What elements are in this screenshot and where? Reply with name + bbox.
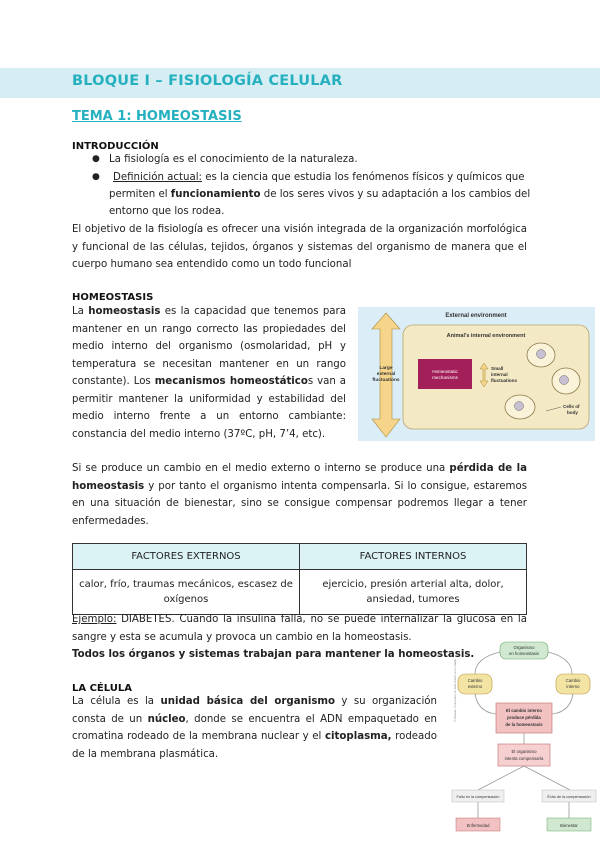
fig2-side-note: © Elsevier. Fotocopiar sin autorización es un delito.: [453, 658, 457, 722]
fig1-small-2: internal: [491, 372, 508, 377]
flow-arrow: [552, 694, 573, 714]
text-span: y su organización consta de un: [72, 696, 437, 725]
topic-title: TEMA 1: HOMEOSTASIS: [72, 109, 242, 124]
intro-bullet-2-line-1: [113, 169, 527, 187]
flow-arrow: [478, 766, 524, 790]
bold-unidad: unidad básica del organismo: [160, 696, 336, 707]
bullet-dot: ●: [92, 172, 100, 182]
intro-bullet-2-line-3: entorno que los rodea.: [109, 206, 225, 217]
fig1-large-3: fluctuations: [372, 378, 400, 383]
header-external-factors: FACTORES EXTERNOS: [73, 544, 300, 570]
block-title: BLOQUE I – FISIOLOGÍA CELULAR: [72, 73, 343, 89]
text-span: , donde se encuentra el ADN empaquetado en cromatina rodeado de la membrana nuclear y el: [72, 713, 437, 742]
flow-arrow: [548, 652, 572, 674]
homeostasis-diagram: [358, 307, 595, 441]
external-factors-cell: calor, frío, traumas mecánicos, escasez de oxígenos: [73, 570, 300, 615]
fig2-mid-3: de la homeostasis: [505, 722, 543, 727]
flow-node-compensate: [498, 744, 550, 766]
text-span: permiten el: [109, 189, 171, 200]
table-row: [73, 570, 527, 615]
fig2-right-1: Cambio: [565, 678, 581, 683]
fig2-disease: Enfermedad: [466, 823, 490, 828]
fig2-top-2: en homeostasis: [508, 651, 540, 656]
text-span: de los seres vivos y su adaptación a los cambios del: [260, 189, 531, 200]
nucleus-shape: [515, 402, 524, 411]
intro-bullet-1: La fisiología es el conocimiento de la naturaleza.: [109, 154, 358, 165]
nucleus-shape: [560, 376, 569, 385]
fig2-comp-2: intenta compensarla: [504, 756, 544, 761]
fig2-left-1: Cambio: [467, 678, 483, 683]
table-header-row: [73, 544, 527, 570]
intro-paragraph: El objetivo de la fisiología es ofrecer una visión integrada de la organización morfológica y funcional de las células, tejidos, órganos y sistemas del organismo de manera que el cuerpo humano sea entendido como un todo funcional: [72, 224, 527, 270]
bold-perdida: pérdida de la homeostasis: [72, 463, 527, 492]
fig1-mech-1: Homeostatic: [432, 369, 458, 374]
text-span: La: [72, 306, 89, 317]
fig1-cells-1: Cells of: [563, 404, 580, 409]
definition-text: es la ciencia que estudia los fenómenos físicos y químicos que: [201, 172, 525, 183]
intro-bullet-2-line-2: [109, 186, 530, 204]
flow-arrow: [524, 766, 570, 790]
fig1-external-label: External environment: [445, 313, 507, 319]
internal-factors-cell: ejercicio, presión arterial alta, dolor, ansiedad, tumores: [300, 570, 527, 615]
homeostatic-mechanisms-box: [418, 359, 472, 389]
fig1-cells-2: body: [567, 410, 578, 415]
flow-arrow: [475, 652, 500, 674]
fig2-left-2: externo: [467, 684, 483, 689]
text-span: rodeado de la membrana plasmática.: [72, 731, 437, 760]
fig2-top-1: Organismo: [513, 645, 535, 650]
fig2-comp-1: El organismo: [511, 749, 537, 754]
text-span: y por tanto el organismo intenta compensarla. Si lo consigue, estaremos en una situación de bienestar, sino se consigue compensar podremos llegar a tener enfermedades.: [72, 480, 527, 527]
homeostasis-loss-paragraph: [72, 460, 527, 530]
bold-mecanismos: mecanismos homeostático: [154, 376, 308, 387]
fig1-mech-2: mechanisms: [432, 375, 458, 380]
fig1-large-2: external: [376, 372, 396, 377]
example-label: Ejemplo:: [72, 614, 117, 625]
text-span: es la capacidad que tenemos para mantener en un rango correcto las propiedades del medio interno del organismo (osmolaridad, pH y temperatura se necesitan mantener en un rango constante). Los: [72, 306, 346, 387]
fig1-small-1: Small: [491, 366, 504, 371]
fig2-mid-1: El cambio interno: [505, 708, 543, 713]
bold-homeostasis: homeostasis: [88, 306, 161, 317]
homeostasis-heading: HOMEOSTASIS: [72, 292, 154, 303]
fig2-right-2: interno: [566, 684, 580, 689]
fig1-small-3: fluctuations: [491, 378, 518, 383]
text-span: La célula es la: [72, 696, 161, 707]
fig2-health: Bienestar: [560, 823, 578, 828]
fig2-ok: Éxito de la compensación: [547, 795, 591, 799]
cell-heading: LA CÉLULA: [72, 683, 133, 694]
fig2-fail: Fallo en la compensación: [456, 795, 500, 799]
fig2-mid-2: produce pérdida: [507, 715, 541, 720]
fig1-large-1: Large: [379, 366, 393, 371]
bold-funcionamiento: funcionamiento: [170, 189, 261, 200]
text-span: s van a permitir mantener la uniformidad y estabilidad del medio interno frente a un entorno cambiante: constancia del medio interno (37ºC, pH, 7’4, etc).: [72, 376, 346, 440]
bullet-dot: ●: [92, 154, 100, 164]
header-internal-factors: FACTORES INTERNOS: [300, 544, 527, 570]
homeostasis-figure: [358, 307, 595, 441]
nucleus-shape: [537, 350, 546, 359]
homeostasis-paragraph: [72, 303, 346, 443]
homeostasis-flowchart: [450, 640, 598, 840]
intro-heading: INTRODUCCIÓN: [72, 141, 159, 152]
flow-arrow: [475, 694, 496, 714]
text-span: DIABETES. Cuando la insulina falla, no se puede internalizar la glucosa en la sangre y esta se acumula y provoca un cambio en la homeostasis.: [72, 614, 527, 643]
flowchart-diagram: [450, 640, 598, 840]
text-span: Si se produce un cambio en el medio externo o interno se produce una: [72, 463, 450, 474]
fig1-internal-label: Animal's internal environment: [446, 333, 526, 339]
example-conclusion: Todos los órganos y sistemas trabajan para mantener la homeostasis.: [72, 649, 475, 660]
bold-nucleo: núcleo: [147, 713, 186, 725]
factors-table: [72, 543, 527, 615]
bold-citoplasma: citoplasma,: [325, 731, 392, 742]
definition-label: Definición actual:: [113, 172, 202, 183]
cell-paragraph: [72, 693, 437, 763]
